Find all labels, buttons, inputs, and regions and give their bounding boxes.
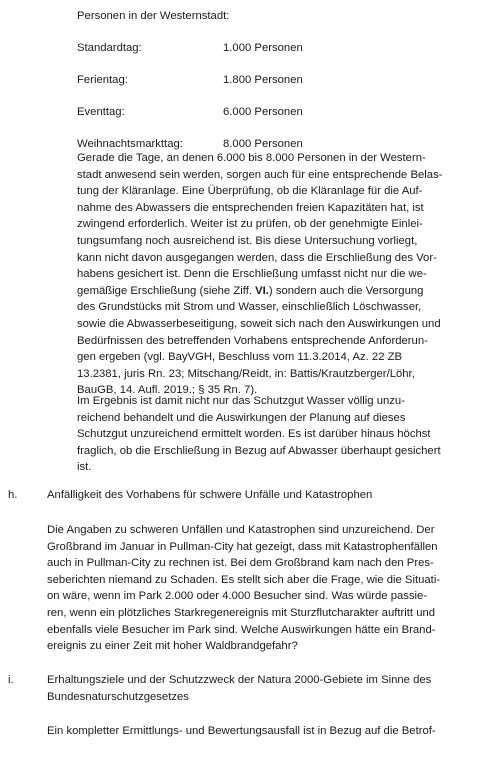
text-line: seberichten niemand zu Schaden. Es stellt sich aber die Frage, wie die Situati-	[47, 573, 441, 586]
section-title: Anfälligkeit des Vorhabens für schwere Unfälle und Katastrophen	[47, 489, 373, 501]
text-line-reference	[77, 283, 469, 300]
text-line: kann nicht davon ausgegangen werden, dass die Erschließung des Vor-	[77, 251, 437, 264]
section-h-paragraph	[47, 522, 467, 655]
section-i-paragraph	[47, 723, 467, 740]
stat-label: Ferientag:	[77, 74, 128, 86]
text-line: tung der Kläranlage. Eine Überprüfung, ob die Kläranlage für die Auf-	[77, 185, 423, 198]
section-letter: i.	[8, 674, 14, 686]
text-line: Im Ergebnis ist damit nicht nur das Schutzgut Wasser völlig unzu-	[77, 395, 405, 407]
section-title	[47, 672, 431, 705]
paragraph-result	[77, 393, 469, 476]
visitor-stats-list	[77, 40, 377, 168]
stat-row-holiday	[77, 72, 377, 104]
text-line: Die Angaben zu schweren Unfällen und Katastrophen sind unzureichend. Der	[47, 524, 435, 536]
text-line: ereignis zu einer Zeit mit hoher Waldbrandgefahr?	[47, 640, 298, 653]
title-line: Bundesnaturschutzgesetzes	[47, 690, 189, 703]
stat-row-event	[77, 104, 377, 136]
intro-text: Personen in der Westernstadt:	[77, 10, 230, 22]
text-line: nahme des Abwassers die entsprechenden freien Kapazitäten hat, ist	[77, 201, 424, 214]
stat-label: Eventtag:	[77, 106, 125, 118]
text-line: tungsumfang noch ausreichend ist. Bis diese Untersuchung vorliegt,	[77, 234, 418, 247]
text-line: on wäre, wenn im Park 2.000 oder 4.000 Besucher sind. Was würde passie-	[47, 590, 428, 603]
text-line: Großbrand im Januar in Pullman-City hat gezeigt, dass mit Katastrophenfällen	[47, 540, 438, 553]
stat-value: 1.000 Personen	[223, 42, 303, 54]
stat-value: 6.000 Personen	[223, 106, 303, 118]
stat-value: 8.000 Personen	[223, 138, 303, 150]
text-fragment: ) sondern auch die Versorgung	[268, 284, 424, 297]
text-line: ebenfalls viele Besucher im Park sind. Welche Auswirkungen hätte ein Brand-	[47, 623, 436, 636]
text-line: BauGB, 14. Aufl. 2019.; § 35 Rn. 7).	[77, 384, 258, 397]
text-line: 13.2381, juris Rn. 23; Mitschang/Reidt, in: Battis/Krautzberger/Löhr,	[77, 367, 415, 380]
text-line: reichend behandelt und die Auswirkungen der Planung auf dieses	[77, 411, 406, 424]
text-line: sowie die Abwasserbeseitigung, soweit sich nach den Auswirkungen und	[77, 317, 441, 330]
text-line: Ein kompletter Ermittlungs- und Bewertungsausfall ist in Bezug auf die Betrof-	[47, 725, 436, 737]
text-line: gen ergeben (vgl. BayVGH, Beschluss vom 11.3.2014, Az. 22 ZB	[77, 351, 403, 364]
text-line: Schutzgut unzureichend ermittelt worden. Es ist darüber hinaus höchst	[77, 428, 431, 441]
stat-label: Standardtag:	[77, 42, 142, 54]
title-line: Erhaltungsziele und der Schutzzweck der Natura 2000-Gebiete im Sinne des	[47, 674, 432, 686]
text-line: Bedürfnissen des betreffenden Vorhabens entsprechende Anforderun-	[77, 334, 428, 347]
stat-value: 1.800 Personen	[223, 74, 303, 86]
paragraph-capacity	[77, 150, 469, 399]
text-line: stadt anwesend sein werden, sorgen auch für eine entsprechende Belas-	[77, 168, 443, 181]
stat-row-standard	[77, 40, 377, 72]
section-letter: h.	[8, 489, 18, 501]
text-line: Gerade die Tage, an denen 6.000 bis 8.000 Personen in der Western-	[77, 152, 426, 164]
text-line: auch in Pullman-City zu rechnen ist. Bei dem Großbrand kam nach den Pres-	[47, 557, 434, 570]
text-line: des Grundstücks mit Strom und Wasser, einschließlich Löschwasser,	[77, 301, 422, 314]
stat-label: Weihnachtsmarkttag:	[77, 138, 183, 150]
text-line: fraglich, ob die Erschließung in Bezug auf Abwasser überhaupt gesichert	[77, 444, 441, 457]
text-line: zwingend erforderlich. Weiter ist zu prüfen, ob der genehmigte Einlei-	[77, 218, 423, 231]
section-reference: VI.	[255, 284, 269, 297]
text-line: ist.	[77, 461, 92, 474]
text-line: habens gesichert ist. Denn die Erschließung umfasst nicht nur die we-	[77, 268, 427, 281]
text-line: ren, wenn ein plötzliches Starkregenereignis mit Sturzflutcharakter auftritt und	[47, 606, 436, 619]
text-fragment: gemäßige Erschließung (siehe Ziff.	[77, 284, 256, 297]
